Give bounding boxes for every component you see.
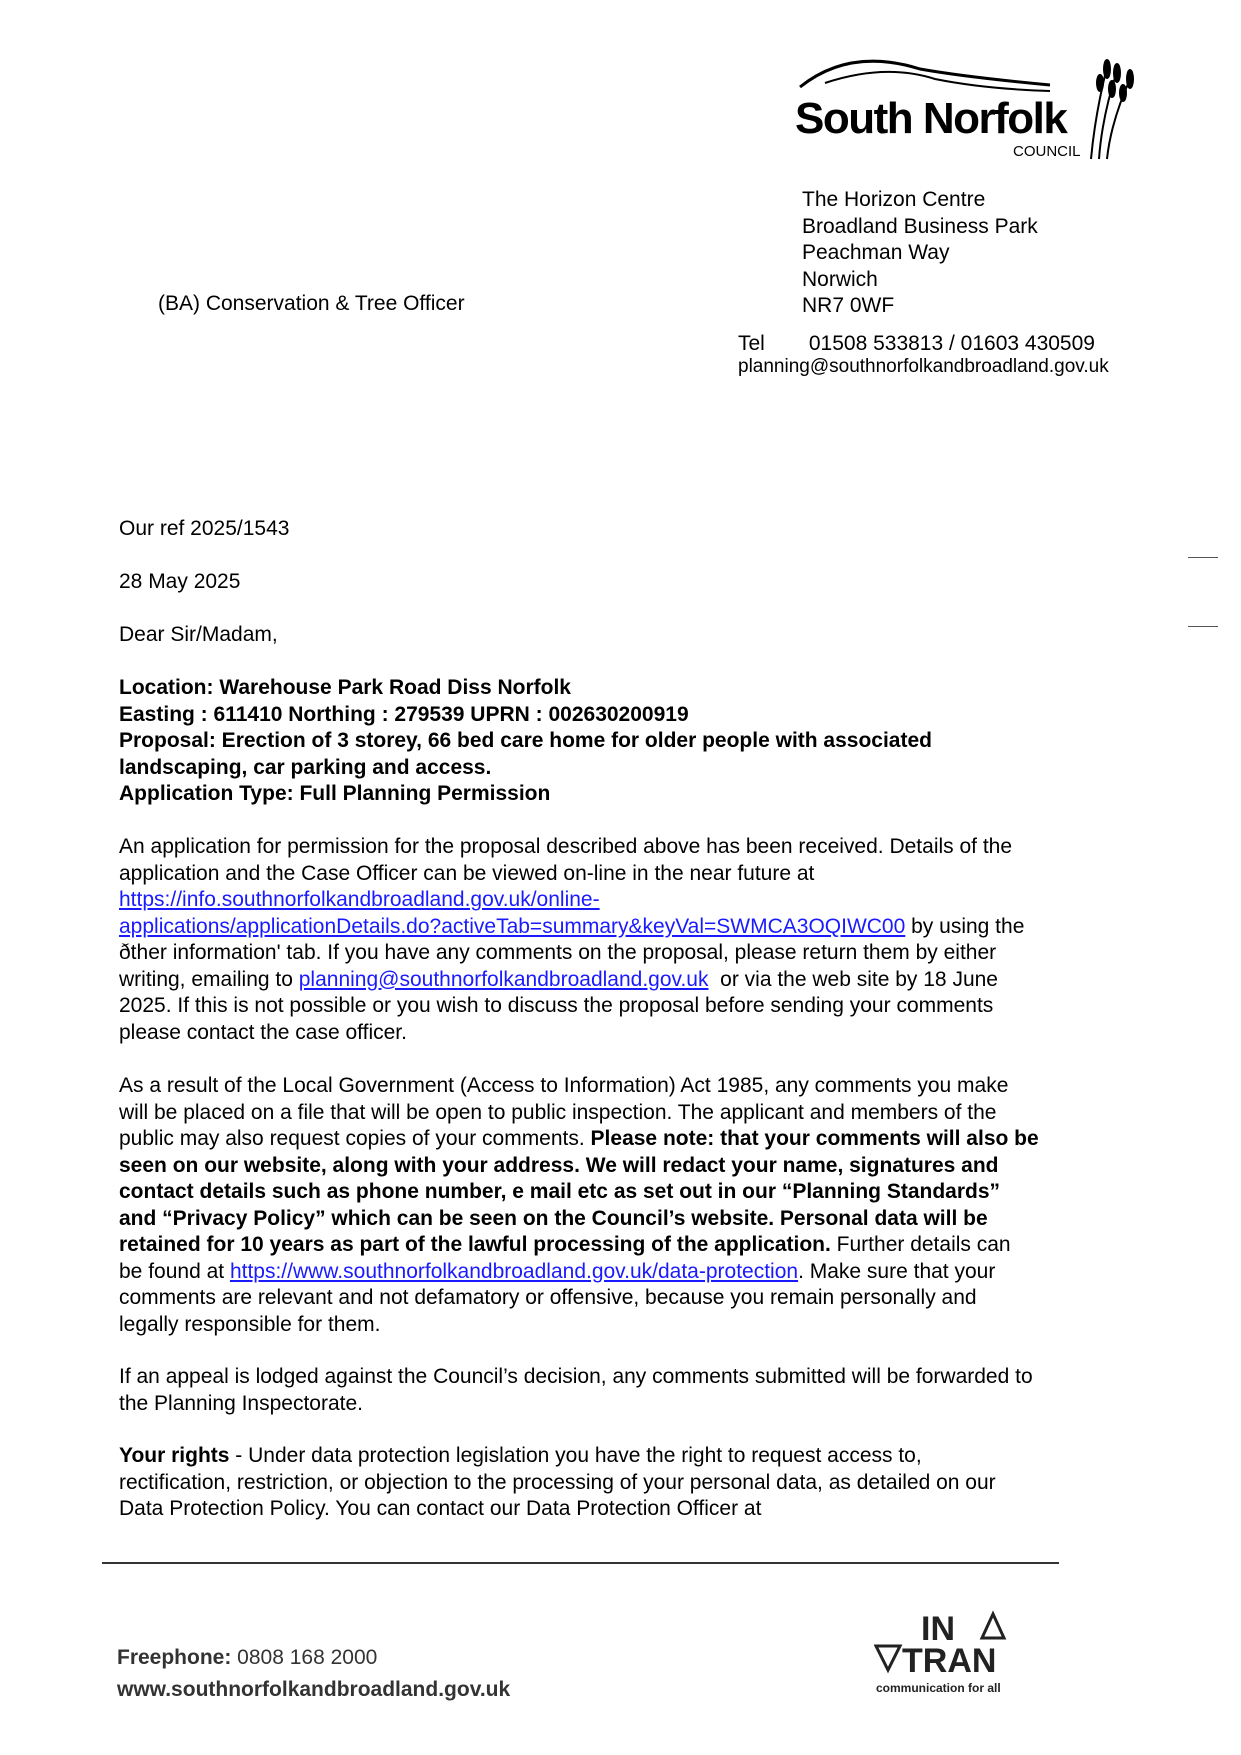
data-protection-link[interactable]: https://www.southnorfolkandbroadland.gov.uk/data-protection bbox=[229, 1259, 799, 1283]
text-span: by using the bbox=[905, 914, 1025, 938]
text-line: comments are relevant and not defamatory or offensive, because you remain personally and bbox=[119, 1286, 977, 1309]
address-line: Norwich bbox=[802, 267, 878, 291]
fold-mark bbox=[1188, 626, 1218, 627]
application-details bbox=[119, 675, 932, 808]
paragraph-appeal bbox=[119, 1364, 1033, 1417]
tel-label: Tel bbox=[738, 332, 765, 355]
address-line: Peachman Way bbox=[802, 241, 950, 264]
intran-top: IN bbox=[921, 1610, 955, 1648]
triangle-down-icon bbox=[876, 1646, 900, 1670]
intran-bottom: TRAN bbox=[902, 1642, 997, 1680]
text-span: be found at bbox=[119, 1259, 230, 1283]
text-line: the Planning Inspectorate. bbox=[119, 1391, 364, 1415]
text-line: ðther information' tab. If you have any comments on the proposal, please return them by either bbox=[119, 941, 997, 964]
planning-email-link[interactable]: planning@southnorfolkandbroadland.gov.uk bbox=[298, 967, 709, 991]
address-line: Broadland Business Park bbox=[802, 214, 1038, 238]
text-line: 2025. If this is not possible or you wish to discuss the proposal before sending your comments bbox=[119, 994, 994, 1017]
recipient: (BA) Conservation & Tree Officer bbox=[158, 292, 465, 315]
bold-notice: and “Privacy Policy” which can be seen on the Council’s website. Personal data will be bbox=[119, 1206, 988, 1230]
text-span: Further details can bbox=[830, 1233, 1011, 1256]
text-line: As a result of the Local Government (Access to Information) Act 1985, any comments you make bbox=[119, 1074, 1009, 1097]
paragraph-access-to-information bbox=[119, 1073, 1039, 1338]
footer-website: www.southnorfolkandbroadland.gov.uk bbox=[117, 1678, 511, 1701]
council-address bbox=[802, 187, 1038, 320]
text-span: . Make sure that your bbox=[798, 1259, 996, 1283]
text-span: - Under data protection legislation you have the right to request access to, bbox=[229, 1444, 922, 1467]
text-line: will be placed on a file that will be open to public inspection. The applicant and members of the bbox=[119, 1100, 997, 1124]
intran-logo bbox=[874, 1604, 1044, 1699]
application-details-link[interactable]: applications/applicationDetails.do?activeTab=summary&keyVal=SWMCA3OQIWC00 bbox=[119, 914, 906, 938]
fold-mark bbox=[1188, 557, 1218, 558]
address-line: NR7 0WF bbox=[802, 294, 895, 317]
contact-email: planning@southnorfolkandbroadland.gov.uk bbox=[738, 356, 1109, 377]
footer-divider bbox=[102, 1562, 1059, 1564]
your-rights-heading: Your rights bbox=[119, 1444, 230, 1467]
tel-numbers: 01508 533813 / 01603 430509 bbox=[808, 332, 1095, 355]
intran-tagline: communication for all bbox=[876, 1681, 1001, 1695]
application-details-link[interactable]: https://info.southnorfolkandbroadland.gov.uk/online- bbox=[119, 888, 600, 911]
letter-date: 28 May 2025 bbox=[119, 570, 241, 593]
freephone-label: Freephone: bbox=[117, 1646, 232, 1669]
bold-notice: retained for 10 years as part of the lawful processing of the application. bbox=[119, 1233, 831, 1256]
paragraph-application bbox=[119, 834, 1024, 1046]
proposal-line: Proposal: Erection of 3 storey, 66 bed care home for older people with associated bbox=[119, 729, 932, 752]
text-line: An application for permission for the proposal described above has been received. Details of the bbox=[119, 835, 1013, 858]
bold-notice: Please note: that your comments will also be bbox=[590, 1127, 1039, 1150]
text-span: or via the web site by 18 June bbox=[708, 967, 998, 991]
easting-northing-line: Easting : 611410 Northing : 279539 UPRN : 002630200919 bbox=[119, 702, 689, 726]
wheat-icon bbox=[1091, 60, 1133, 159]
text-line: application and the Case Officer can be viewed on-line in the near future at bbox=[119, 861, 815, 885]
bold-notice: seen on our website, along with your address. We will redact your name, signatures and bbox=[119, 1153, 999, 1177]
text-line: rectification, restriction, or objection to the processing of your personal data, as detailed on our bbox=[119, 1470, 996, 1494]
text-line: legally responsible for them. bbox=[119, 1312, 381, 1336]
text-line: If an appeal is lodged against the Council’s decision, any comments submitted will be forwarded to bbox=[119, 1365, 1033, 1388]
freephone-number: 0808 168 2000 bbox=[231, 1646, 378, 1669]
address-line: The Horizon Centre bbox=[802, 188, 986, 211]
south-norfolk-council-logo bbox=[795, 55, 1155, 165]
footer-contact bbox=[117, 1642, 510, 1706]
telephone bbox=[738, 331, 1095, 358]
text-line: please contact the case officer. bbox=[119, 1020, 407, 1044]
text-span: writing, emailing to bbox=[119, 967, 299, 991]
paragraph-your-rights bbox=[119, 1443, 996, 1523]
logo-title: South Norfolk bbox=[795, 94, 1067, 143]
bold-notice: contact details such as phone number, e mail etc as set out in our “Planning Standards” bbox=[119, 1180, 1001, 1203]
text-span: public may also request copies of your comments. bbox=[119, 1127, 591, 1150]
text-line: Data Protection Policy. You can contact our Data Protection Officer at bbox=[119, 1497, 762, 1520]
application-type-line: Application Type: Full Planning Permission bbox=[119, 782, 551, 805]
logo-subtitle: COUNCIL bbox=[1013, 143, 1081, 160]
salutation: Dear Sir/Madam, bbox=[119, 623, 278, 646]
proposal-line: landscaping, car parking and access. bbox=[119, 755, 492, 779]
our-ref: Our ref 2025/1543 bbox=[119, 517, 290, 540]
location-line: Location: Warehouse Park Road Diss Norfolk bbox=[119, 676, 571, 699]
